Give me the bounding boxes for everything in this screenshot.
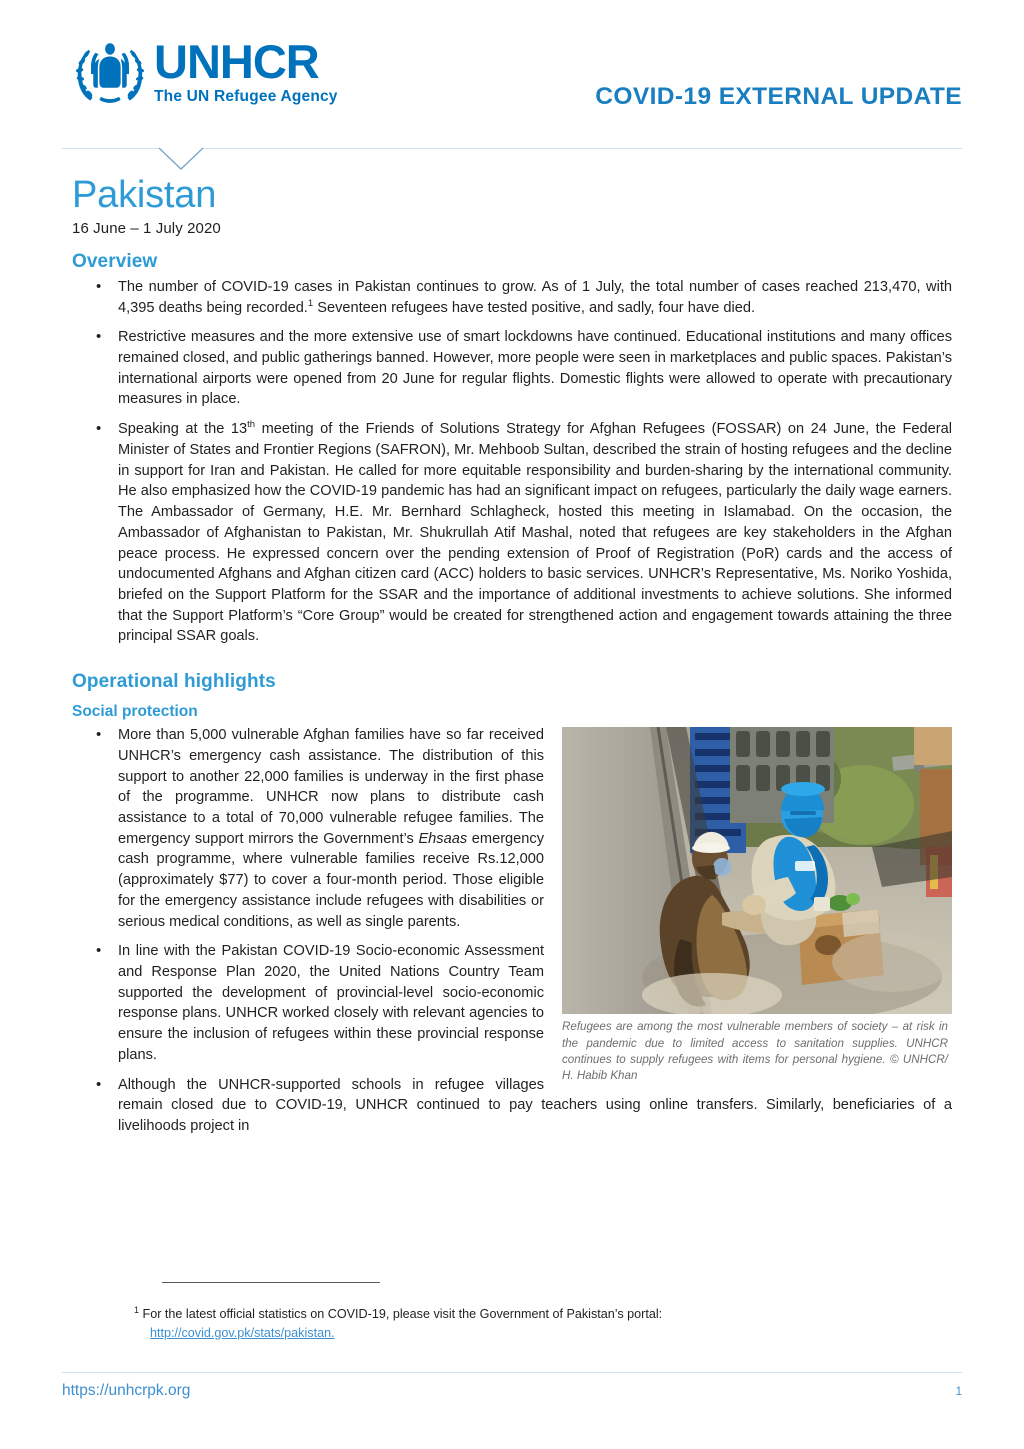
bullet-text-part-b: emergency cash programme, where vulnerable families receive Rs.12,000 (approximately $77) to cover a four-month period. Those eligible for the emergency assistance include refugees with disabilities or serious medical conditions, as well as single parents. (118, 830, 544, 930)
superscript: th (247, 419, 256, 431)
bullet-text: Speaking at the 13th meeting of the Friends of Solutions Strategy for Afghan Refugees (FOSSAR) on 24 June, the Federal Minister of States and Frontier Regions (SAFRON), Mr. Mehboob Sultan, described the strain of hosting refugees and the decline in support for Iran and Pakistan. He called for more equitable responsibility and burden-sharing by the international community. He also emphasized how the COVID-19 pandemic has had an significant impact on refugees, particularly the daily wage earners. The Ambassador of Germany, H.E. Mr. Bernhard Schlagheck, hosted this meeting in Islamabad. On the occasion, the Ambassador of Afghanistan to Pakistan, Mr. Shukrullah Atif Mashal, noted that refugees are key stakeholders in the Afghan peace process. He expressed concern over the pending extension of Proof of Registration (PoR) cards and the access of undocumented Afghans and Afghan citizen card (ACC) holders to basic services. UNHCR’s Representative, Ms. Noriko Yoshida, briefed on the Support Platform for the SSAR and the importance of additional investments to achieve solutions. She informed that the Support Platform’s “Core Group” would be created for strengthened action and engagement towards attaining the three principal SSAR goals. (118, 419, 952, 645)
list-item (72, 419, 952, 647)
footnote-link[interactable]: http://covid.gov.pk/stats/pakistan. (150, 1325, 335, 1340)
date-range: 16 June – 1 July 2020 (72, 219, 221, 237)
list-item (72, 1075, 952, 1137)
footnote-marker: 1 (134, 1304, 140, 1315)
footnote-area (72, 1282, 952, 1343)
list-item (72, 941, 952, 1065)
social-protection-block (72, 725, 952, 1146)
bullet-text: The number of COVID-19 cases in Pakistan continues to grow. As of 1 July, the total number of cases reached 213,470, with 4,395 deaths being recorded.$^1$ Seventeen refugees have tested positive, and sadly, four have died. (118, 278, 952, 316)
bullet-text-part-a: More than 5,000 vulnerable Afghan families have so far received UNHCR’s emergency cash assistance. The distribution of this support to another 22,000 families is underway in the first phase of the programme. UNHCR now plans to distribute cash assistance to a total of 70,000 vulnerable refugee families. The emergency support mirrors the Government’s (118, 727, 544, 847)
page-title: Pakistan (72, 174, 217, 216)
header-divider-left (62, 148, 160, 149)
bullet-text-italic: Ehsaas (418, 830, 468, 847)
social-protection-bullet-list (72, 725, 952, 1137)
chevron-down-icon (158, 147, 204, 171)
page-header (0, 0, 1024, 140)
bullet-text: Restrictive measures and the more extensive use of smart lockdowns have continued. Educational institutions and many offices remained closed, and public gatherings banned. However, more people were seen in marketplaces and public spaces. Pakistan’s international airports were opened from 20 June for regular flights. Domestic flights were allowed to operate with precautionary measures in place. (118, 329, 952, 408)
footnote-text: For the latest official statistics on COVID-19, please visit the Government of Pakistan’s portal: (142, 1307, 663, 1321)
bullet-text: Although the UNHCR-supported schools in refugee villages remain closed due to COVID-19, UNHCR continued to pay teachers using online transfers. Similarly, beneficiaries of a livelihoods project in (118, 1076, 952, 1135)
header-divider (62, 148, 962, 172)
unhcr-wordmark (154, 35, 338, 106)
header-divider-right (202, 148, 962, 149)
footnote-separator (162, 1282, 380, 1283)
overview-bullet-list (72, 277, 952, 647)
bullet-text: In line with the Pakistan COVID-19 Socio-economic Assessment and Response Plan 2020, the United Nations Country Team supported the development of provincial-level socio-economic response plans. UNHCR worked closely with relevant agencies to ensure the inclusion of refugees within these provincial response plans. (118, 943, 544, 1063)
unhcr-emblem-icon (72, 36, 148, 106)
logo-tagline: The UN Refugee Agency (154, 87, 338, 105)
photo-caption: Refugees are among the most vulnerable members of society – at risk in the pandemic due to limited access to sanitation supplies. UNHCR continues to supply refugees with items for personal hygiene. © UNHCR/ H. Habib Khan (562, 1020, 948, 1083)
footnote (134, 1305, 952, 1343)
section-heading-overview: Overview (72, 250, 158, 272)
footer-url[interactable]: https://unhcrpk.org (62, 1382, 191, 1399)
logo-word: UNHCR (154, 35, 319, 88)
header-title: COVID-19 EXTERNAL UPDATE (595, 83, 962, 110)
list-item (72, 327, 952, 410)
section-heading-operational-highlights: Operational highlights (72, 671, 276, 693)
list-item (72, 277, 952, 318)
unhcr-logo (72, 36, 338, 106)
document-body (72, 176, 952, 1146)
superscript: 1 (307, 297, 314, 309)
list-item (72, 725, 952, 932)
footer-divider (62, 1372, 962, 1373)
subsection-heading-social-protection: Social protection (72, 703, 198, 721)
page-number: 1 (955, 1386, 962, 1398)
